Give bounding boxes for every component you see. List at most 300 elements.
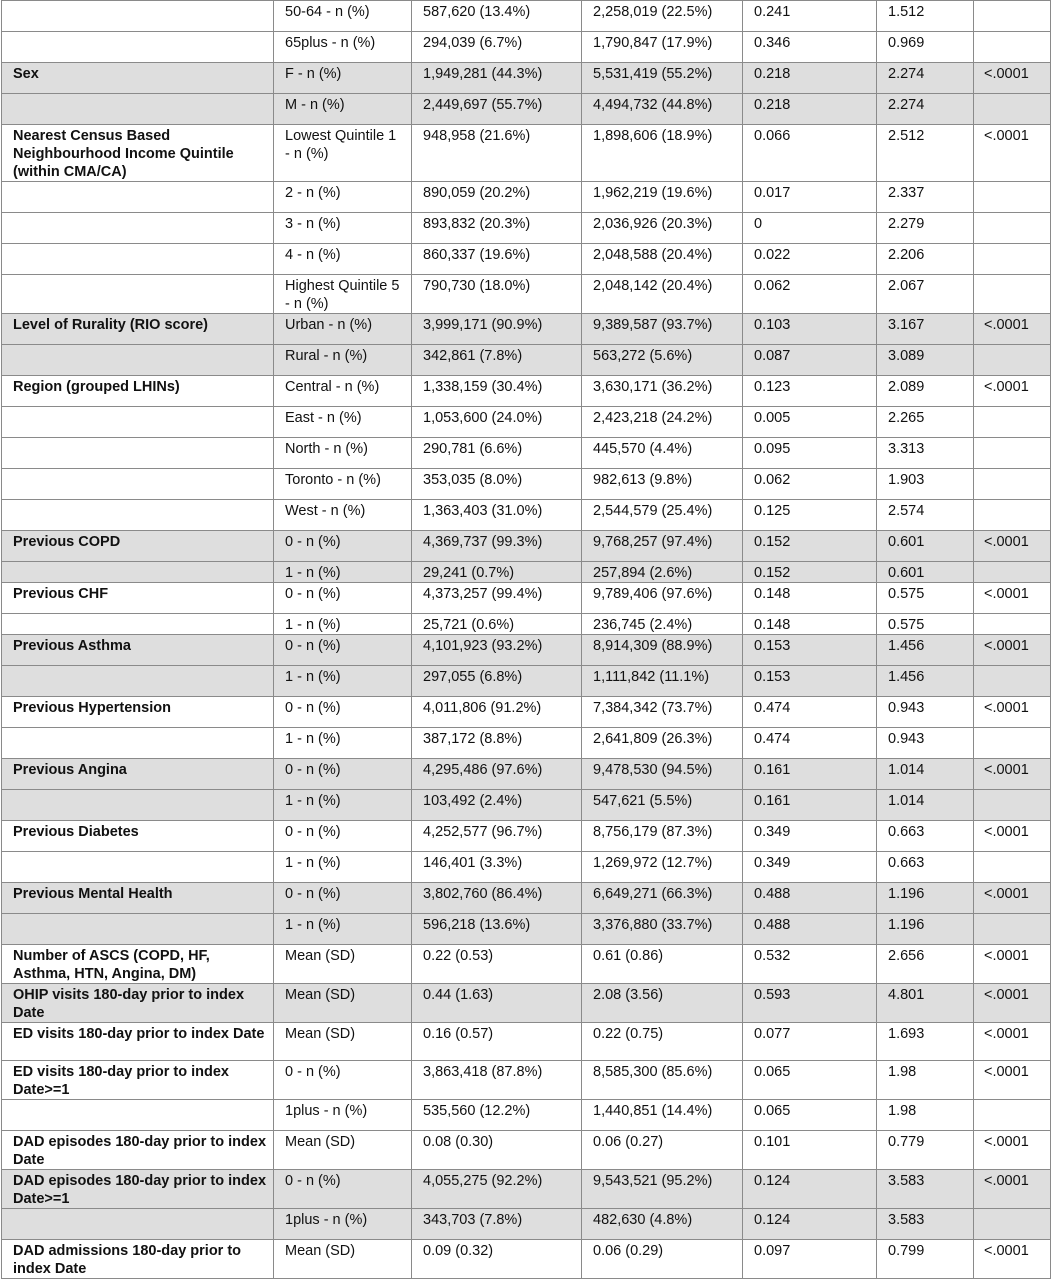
p-value-cell: <.0001: [974, 1061, 1051, 1100]
std-diff-cell: 0.017: [743, 182, 877, 213]
table-row: [2, 531, 1051, 562]
variable-cell: Previous COPD: [2, 531, 274, 562]
std-diff-cell: 0.346: [743, 32, 877, 63]
group-a-cell: 29,241 (0.7%): [412, 562, 582, 583]
p-value-cell: [974, 1100, 1051, 1131]
table-row: [2, 407, 1051, 438]
group-a-cell: 343,703 (7.8%): [412, 1209, 582, 1240]
group-a-cell: 0.44 (1.63): [412, 984, 582, 1023]
table-row: [2, 32, 1051, 63]
table-row: [2, 821, 1051, 852]
variable-cell: OHIP visits 180-day prior to index Date: [2, 984, 274, 1023]
table-row: [2, 1061, 1051, 1100]
p-value-cell: [974, 1, 1051, 32]
variable-cell: DAD episodes 180-day prior to index Date: [2, 1131, 274, 1170]
ratio-cell: 0.575: [877, 614, 974, 635]
group-b-cell: 1,790,847 (17.9%): [582, 32, 743, 63]
variable-cell: Region (grouped LHINs): [2, 376, 274, 407]
group-a-cell: 1,363,403 (31.0%): [412, 500, 582, 531]
category-cell: North - n (%): [274, 438, 412, 469]
ratio-cell: 2.274: [877, 94, 974, 125]
group-a-cell: 596,218 (13.6%): [412, 914, 582, 945]
std-diff-cell: 0.161: [743, 790, 877, 821]
p-value-cell: [974, 407, 1051, 438]
ratio-cell: 0.969: [877, 32, 974, 63]
table-row: [2, 1100, 1051, 1131]
std-diff-cell: 0.218: [743, 94, 877, 125]
category-cell: 0 - n (%): [274, 821, 412, 852]
std-diff-cell: 0.022: [743, 244, 877, 275]
std-diff-cell: 0.152: [743, 531, 877, 562]
category-cell: 1plus - n (%): [274, 1209, 412, 1240]
ratio-cell: 3.167: [877, 314, 974, 345]
group-a-cell: 387,172 (8.8%): [412, 728, 582, 759]
group-a-cell: 860,337 (19.6%): [412, 244, 582, 275]
variable-cell: [2, 562, 274, 583]
table-row: [2, 984, 1051, 1023]
variable-cell: Previous Hypertension: [2, 697, 274, 728]
variable-cell: DAD episodes 180-day prior to index Date>=1: [2, 1170, 274, 1209]
table-row: [2, 790, 1051, 821]
category-cell: 4 - n (%): [274, 244, 412, 275]
ratio-cell: 1.98: [877, 1100, 974, 1131]
group-a-cell: 290,781 (6.6%): [412, 438, 582, 469]
variable-cell: [2, 213, 274, 244]
group-a-cell: 3,863,418 (87.8%): [412, 1061, 582, 1100]
variable-cell: [2, 244, 274, 275]
variable-cell: Previous Mental Health: [2, 883, 274, 914]
p-value-cell: <.0001: [974, 314, 1051, 345]
variable-cell: [2, 438, 274, 469]
group-a-cell: 948,958 (21.6%): [412, 125, 582, 182]
std-diff-cell: 0: [743, 213, 877, 244]
ratio-cell: 2.512: [877, 125, 974, 182]
std-diff-cell: 0.153: [743, 666, 877, 697]
std-diff-cell: 0.349: [743, 852, 877, 883]
category-cell: 1 - n (%): [274, 728, 412, 759]
variable-cell: Nearest Census Based Neighbourhood Income Quintile (within CMA/CA): [2, 125, 274, 182]
group-b-cell: 257,894 (2.6%): [582, 562, 743, 583]
category-cell: 0 - n (%): [274, 583, 412, 614]
variable-cell: [2, 728, 274, 759]
group-b-cell: 4,494,732 (44.8%): [582, 94, 743, 125]
group-b-cell: 8,756,179 (87.3%): [582, 821, 743, 852]
std-diff-cell: 0.241: [743, 1, 877, 32]
ratio-cell: 0.663: [877, 852, 974, 883]
variable-cell: [2, 32, 274, 63]
group-a-cell: 4,295,486 (97.6%): [412, 759, 582, 790]
category-cell: 1plus - n (%): [274, 1100, 412, 1131]
variable-cell: DAD admissions 180-day prior to index Date: [2, 1240, 274, 1279]
group-a-cell: 535,560 (12.2%): [412, 1100, 582, 1131]
group-a-cell: 2,449,697 (55.7%): [412, 94, 582, 125]
group-b-cell: 2,258,019 (22.5%): [582, 1, 743, 32]
variable-cell: [2, 275, 274, 314]
p-value-cell: [974, 852, 1051, 883]
variable-cell: [2, 1100, 274, 1131]
group-b-cell: 0.06 (0.29): [582, 1240, 743, 1279]
std-diff-cell: 0.095: [743, 438, 877, 469]
group-b-cell: 2,036,926 (20.3%): [582, 213, 743, 244]
category-cell: West - n (%): [274, 500, 412, 531]
std-diff-cell: 0.065: [743, 1061, 877, 1100]
category-cell: Mean (SD): [274, 945, 412, 984]
std-diff-cell: 0.593: [743, 984, 877, 1023]
table-row: [2, 1209, 1051, 1240]
group-b-cell: 3,376,880 (33.7%): [582, 914, 743, 945]
std-diff-cell: 0.124: [743, 1170, 877, 1209]
table-row: [2, 1131, 1051, 1170]
std-diff-cell: 0.062: [743, 469, 877, 500]
group-b-cell: 8,585,300 (85.6%): [582, 1061, 743, 1100]
table-row: [2, 244, 1051, 275]
group-a-cell: 4,369,737 (99.3%): [412, 531, 582, 562]
table-row: [2, 635, 1051, 666]
category-cell: East - n (%): [274, 407, 412, 438]
group-b-cell: 2,423,218 (24.2%): [582, 407, 743, 438]
ratio-cell: 1.693: [877, 1023, 974, 1061]
category-cell: F - n (%): [274, 63, 412, 94]
group-b-cell: 1,440,851 (14.4%): [582, 1100, 743, 1131]
variable-cell: [2, 94, 274, 125]
std-diff-cell: 0.125: [743, 500, 877, 531]
group-a-cell: 893,832 (20.3%): [412, 213, 582, 244]
std-diff-cell: 0.488: [743, 883, 877, 914]
p-value-cell: <.0001: [974, 1131, 1051, 1170]
p-value-cell: [974, 32, 1051, 63]
ratio-cell: 1.456: [877, 666, 974, 697]
ratio-cell: 0.663: [877, 821, 974, 852]
p-value-cell: [974, 182, 1051, 213]
category-cell: Highest Quintile 5 - n (%): [274, 275, 412, 314]
category-cell: 0 - n (%): [274, 1061, 412, 1100]
ratio-cell: 0.601: [877, 562, 974, 583]
group-a-cell: 3,999,171 (90.9%): [412, 314, 582, 345]
category-cell: 0 - n (%): [274, 1170, 412, 1209]
group-b-cell: 9,768,257 (97.4%): [582, 531, 743, 562]
table-row: [2, 914, 1051, 945]
category-cell: Mean (SD): [274, 1023, 412, 1061]
variable-cell: ED visits 180-day prior to index Date: [2, 1023, 274, 1061]
group-a-cell: 790,730 (18.0%): [412, 275, 582, 314]
group-a-cell: 297,055 (6.8%): [412, 666, 582, 697]
group-a-cell: 1,949,281 (44.3%): [412, 63, 582, 94]
table-row: [2, 1170, 1051, 1209]
ratio-cell: 1.196: [877, 883, 974, 914]
p-value-cell: [974, 1209, 1051, 1240]
p-value-cell: <.0001: [974, 583, 1051, 614]
variable-cell: [2, 666, 274, 697]
category-cell: 65plus - n (%): [274, 32, 412, 63]
p-value-cell: <.0001: [974, 697, 1051, 728]
group-a-cell: 4,011,806 (91.2%): [412, 697, 582, 728]
variable-cell: Previous Angina: [2, 759, 274, 790]
ratio-cell: 2.279: [877, 213, 974, 244]
ratio-cell: 2.574: [877, 500, 974, 531]
ratio-cell: 1.196: [877, 914, 974, 945]
ratio-cell: 0.575: [877, 583, 974, 614]
category-cell: 1 - n (%): [274, 666, 412, 697]
p-value-cell: [974, 562, 1051, 583]
variable-cell: Previous Asthma: [2, 635, 274, 666]
group-b-cell: 2,048,142 (20.4%): [582, 275, 743, 314]
category-cell: 0 - n (%): [274, 759, 412, 790]
group-b-cell: 5,531,419 (55.2%): [582, 63, 743, 94]
group-b-cell: 9,543,521 (95.2%): [582, 1170, 743, 1209]
category-cell: Mean (SD): [274, 1131, 412, 1170]
group-a-cell: 25,721 (0.6%): [412, 614, 582, 635]
group-b-cell: 2.08 (3.56): [582, 984, 743, 1023]
group-b-cell: 2,544,579 (25.4%): [582, 500, 743, 531]
group-a-cell: 0.22 (0.53): [412, 945, 582, 984]
table-row: [2, 275, 1051, 314]
group-a-cell: 4,252,577 (96.7%): [412, 821, 582, 852]
ratio-cell: 1.903: [877, 469, 974, 500]
p-value-cell: [974, 614, 1051, 635]
std-diff-cell: 0.152: [743, 562, 877, 583]
category-cell: Mean (SD): [274, 984, 412, 1023]
group-a-cell: 103,492 (2.4%): [412, 790, 582, 821]
category-cell: 1 - n (%): [274, 562, 412, 583]
p-value-cell: <.0001: [974, 1240, 1051, 1279]
ratio-cell: 1.512: [877, 1, 974, 32]
std-diff-cell: 0.161: [743, 759, 877, 790]
variable-cell: [2, 500, 274, 531]
p-value-cell: [974, 438, 1051, 469]
variable-cell: ED visits 180-day prior to index Date>=1: [2, 1061, 274, 1100]
table-row: [2, 438, 1051, 469]
ratio-cell: 4.801: [877, 984, 974, 1023]
ratio-cell: 0.943: [877, 728, 974, 759]
group-a-cell: 353,035 (8.0%): [412, 469, 582, 500]
table-row: [2, 728, 1051, 759]
std-diff-cell: 0.124: [743, 1209, 877, 1240]
ratio-cell: 0.779: [877, 1131, 974, 1170]
group-a-cell: 890,059 (20.2%): [412, 182, 582, 213]
p-value-cell: [974, 94, 1051, 125]
table-row: [2, 562, 1051, 583]
p-value-cell: <.0001: [974, 883, 1051, 914]
category-cell: 1 - n (%): [274, 614, 412, 635]
std-diff-cell: 0.097: [743, 1240, 877, 1279]
category-cell: Lowest Quintile 1 - n (%): [274, 125, 412, 182]
group-b-cell: 2,641,809 (26.3%): [582, 728, 743, 759]
table-row: [2, 666, 1051, 697]
std-diff-cell: 0.005: [743, 407, 877, 438]
group-b-cell: 482,630 (4.8%): [582, 1209, 743, 1240]
ratio-cell: 3.313: [877, 438, 974, 469]
p-value-cell: <.0001: [974, 984, 1051, 1023]
category-cell: 0 - n (%): [274, 531, 412, 562]
std-diff-cell: 0.474: [743, 728, 877, 759]
ratio-cell: 1.014: [877, 790, 974, 821]
p-value-cell: [974, 790, 1051, 821]
group-b-cell: 445,570 (4.4%): [582, 438, 743, 469]
p-value-cell: <.0001: [974, 635, 1051, 666]
table-row: [2, 1023, 1051, 1061]
std-diff-cell: 0.101: [743, 1131, 877, 1170]
ratio-cell: 2.089: [877, 376, 974, 407]
group-a-cell: 0.09 (0.32): [412, 1240, 582, 1279]
category-cell: Rural - n (%): [274, 345, 412, 376]
ratio-cell: 3.583: [877, 1209, 974, 1240]
variable-cell: [2, 614, 274, 635]
table-row: [2, 614, 1051, 635]
table-body: [2, 1, 1051, 1279]
category-cell: 1 - n (%): [274, 790, 412, 821]
group-b-cell: 9,789,406 (97.6%): [582, 583, 743, 614]
table-row: [2, 1240, 1051, 1279]
table-row: [2, 697, 1051, 728]
group-a-cell: 1,338,159 (30.4%): [412, 376, 582, 407]
std-diff-cell: 0.077: [743, 1023, 877, 1061]
table-row: [2, 883, 1051, 914]
std-diff-cell: 0.148: [743, 614, 877, 635]
group-a-cell: 0.16 (0.57): [412, 1023, 582, 1061]
category-cell: 1 - n (%): [274, 914, 412, 945]
ratio-cell: 2.274: [877, 63, 974, 94]
category-cell: 3 - n (%): [274, 213, 412, 244]
p-value-cell: [974, 244, 1051, 275]
group-b-cell: 1,898,606 (18.9%): [582, 125, 743, 182]
std-diff-cell: 0.103: [743, 314, 877, 345]
group-b-cell: 982,613 (9.8%): [582, 469, 743, 500]
group-b-cell: 1,269,972 (12.7%): [582, 852, 743, 883]
table-row: [2, 182, 1051, 213]
p-value-cell: <.0001: [974, 821, 1051, 852]
p-value-cell: [974, 469, 1051, 500]
std-diff-cell: 0.065: [743, 1100, 877, 1131]
p-value-cell: <.0001: [974, 759, 1051, 790]
category-cell: Toronto - n (%): [274, 469, 412, 500]
group-b-cell: 1,962,219 (19.6%): [582, 182, 743, 213]
ratio-cell: 3.583: [877, 1170, 974, 1209]
category-cell: 0 - n (%): [274, 635, 412, 666]
std-diff-cell: 0.349: [743, 821, 877, 852]
p-value-cell: <.0001: [974, 376, 1051, 407]
table-row: [2, 759, 1051, 790]
ratio-cell: 1.014: [877, 759, 974, 790]
p-value-cell: [974, 275, 1051, 314]
p-value-cell: <.0001: [974, 1170, 1051, 1209]
variable-cell: [2, 914, 274, 945]
group-a-cell: 342,861 (7.8%): [412, 345, 582, 376]
variable-cell: [2, 790, 274, 821]
group-b-cell: 0.06 (0.27): [582, 1131, 743, 1170]
group-b-cell: 2,048,588 (20.4%): [582, 244, 743, 275]
std-diff-cell: 0.488: [743, 914, 877, 945]
category-cell: Mean (SD): [274, 1240, 412, 1279]
group-b-cell: 0.22 (0.75): [582, 1023, 743, 1061]
ratio-cell: 2.656: [877, 945, 974, 984]
group-b-cell: 6,649,271 (66.3%): [582, 883, 743, 914]
category-cell: 50-64 - n (%): [274, 1, 412, 32]
variable-cell: Sex: [2, 63, 274, 94]
std-diff-cell: 0.474: [743, 697, 877, 728]
variable-cell: [2, 345, 274, 376]
group-b-cell: 8,914,309 (88.9%): [582, 635, 743, 666]
table-row: [2, 345, 1051, 376]
table-row: [2, 125, 1051, 182]
group-b-cell: 3,630,171 (36.2%): [582, 376, 743, 407]
variable-cell: Previous CHF: [2, 583, 274, 614]
ratio-cell: 0.943: [877, 697, 974, 728]
p-value-cell: <.0001: [974, 945, 1051, 984]
group-b-cell: 7,384,342 (73.7%): [582, 697, 743, 728]
p-value-cell: <.0001: [974, 531, 1051, 562]
group-b-cell: 0.61 (0.86): [582, 945, 743, 984]
group-a-cell: 146,401 (3.3%): [412, 852, 582, 883]
std-diff-cell: 0.532: [743, 945, 877, 984]
ratio-cell: 2.067: [877, 275, 974, 314]
variable-cell: [2, 1, 274, 32]
ratio-cell: 3.089: [877, 345, 974, 376]
std-diff-cell: 0.062: [743, 275, 877, 314]
variable-cell: Level of Rurality (RIO score): [2, 314, 274, 345]
p-value-cell: [974, 728, 1051, 759]
group-b-cell: 563,272 (5.6%): [582, 345, 743, 376]
category-cell: Central - n (%): [274, 376, 412, 407]
variable-cell: [2, 1209, 274, 1240]
table-row: [2, 500, 1051, 531]
std-diff-cell: 0.148: [743, 583, 877, 614]
table-row: [2, 469, 1051, 500]
category-cell: 0 - n (%): [274, 697, 412, 728]
ratio-cell: 2.265: [877, 407, 974, 438]
ratio-cell: 1.98: [877, 1061, 974, 1100]
variable-cell: [2, 469, 274, 500]
variable-cell: [2, 182, 274, 213]
table-row: [2, 583, 1051, 614]
group-a-cell: 4,055,275 (92.2%): [412, 1170, 582, 1209]
table-row: [2, 63, 1051, 94]
variable-cell: Number of ASCS (COPD, HF, Asthma, HTN, Angina, DM): [2, 945, 274, 984]
table-row: [2, 94, 1051, 125]
p-value-cell: <.0001: [974, 1023, 1051, 1061]
variable-cell: [2, 852, 274, 883]
std-diff-cell: 0.087: [743, 345, 877, 376]
group-b-cell: 9,389,587 (93.7%): [582, 314, 743, 345]
group-a-cell: 294,039 (6.7%): [412, 32, 582, 63]
ratio-cell: 2.206: [877, 244, 974, 275]
std-diff-cell: 0.218: [743, 63, 877, 94]
p-value-cell: [974, 213, 1051, 244]
category-cell: 1 - n (%): [274, 852, 412, 883]
p-value-cell: [974, 914, 1051, 945]
std-diff-cell: 0.123: [743, 376, 877, 407]
category-cell: 0 - n (%): [274, 883, 412, 914]
group-a-cell: 4,373,257 (99.4%): [412, 583, 582, 614]
group-b-cell: 547,621 (5.5%): [582, 790, 743, 821]
group-b-cell: 236,745 (2.4%): [582, 614, 743, 635]
variable-cell: Previous Diabetes: [2, 821, 274, 852]
group-b-cell: 9,478,530 (94.5%): [582, 759, 743, 790]
std-diff-cell: 0.153: [743, 635, 877, 666]
table-row: [2, 1, 1051, 32]
ratio-cell: 0.799: [877, 1240, 974, 1279]
category-cell: Urban - n (%): [274, 314, 412, 345]
std-diff-cell: 0.066: [743, 125, 877, 182]
characteristics-table: [1, 0, 1051, 1279]
ratio-cell: 2.337: [877, 182, 974, 213]
p-value-cell: <.0001: [974, 63, 1051, 94]
ratio-cell: 0.601: [877, 531, 974, 562]
group-a-cell: 4,101,923 (93.2%): [412, 635, 582, 666]
p-value-cell: [974, 345, 1051, 376]
table-row: [2, 213, 1051, 244]
variable-cell: [2, 407, 274, 438]
group-b-cell: 1,111,842 (11.1%): [582, 666, 743, 697]
